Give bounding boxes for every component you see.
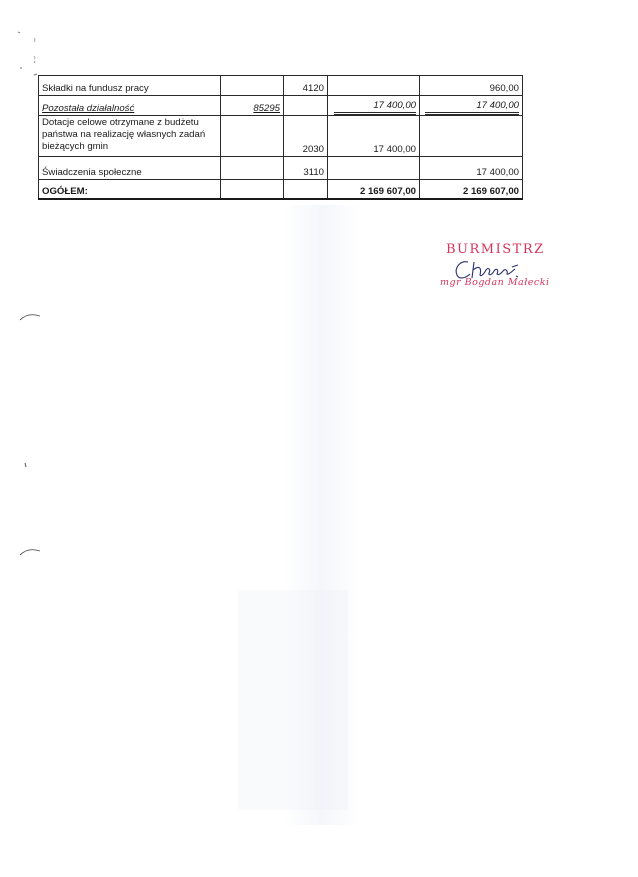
row-amount-1 [328, 157, 420, 180]
row-paragraf: 2030 [284, 116, 328, 157]
budget-table [38, 75, 523, 200]
table-row [39, 116, 523, 157]
table-row [39, 96, 523, 116]
row-description: Dotacje celowe otrzymane z budżetu państwa na realizację własnych zadań bieżących gmin [39, 116, 221, 157]
row-paragraf: 3110 [284, 157, 328, 180]
punch-hole-mark [18, 545, 42, 559]
row-dzial: 85295 [253, 103, 280, 114]
total-row [39, 180, 523, 200]
row-amount-1 [328, 76, 420, 96]
table-row [39, 76, 523, 96]
row-dzial [221, 157, 284, 180]
punch-hole-mark [18, 310, 42, 324]
scan-shadow [238, 590, 348, 810]
row-amount-2: 17 400,00 [420, 157, 523, 180]
row-description: Składki na fundusz pracy [39, 76, 221, 96]
row-amount-2 [420, 116, 523, 157]
stamp-title: BURMISTRZ [446, 242, 545, 257]
row-description: Pozostała działalność [42, 103, 135, 114]
row-description: Świadczenia społeczne [39, 157, 221, 180]
row-amount-1: 17 400,00 [328, 116, 420, 157]
handwritten-signature [430, 240, 560, 300]
row-dzial [221, 116, 284, 157]
row-amount-2: 960,00 [420, 76, 523, 96]
row-amount-2: 17 400,00 [425, 100, 519, 115]
scan-mark [22, 460, 30, 470]
row-amount-1: 17 400,00 [334, 100, 416, 115]
stamp-name: mgr Bogdan Małecki [440, 277, 550, 288]
scan-mark [12, 28, 42, 78]
total-amount-1: 2 169 607,00 [328, 180, 420, 200]
total-label: OGÓŁEM: [39, 180, 221, 200]
row-dzial [221, 76, 284, 96]
row-paragraf: 4120 [284, 76, 328, 96]
mayor-stamp [430, 240, 560, 300]
table-row [39, 157, 523, 180]
total-amount-2: 2 169 607,00 [420, 180, 523, 200]
row-paragraf [284, 96, 328, 116]
